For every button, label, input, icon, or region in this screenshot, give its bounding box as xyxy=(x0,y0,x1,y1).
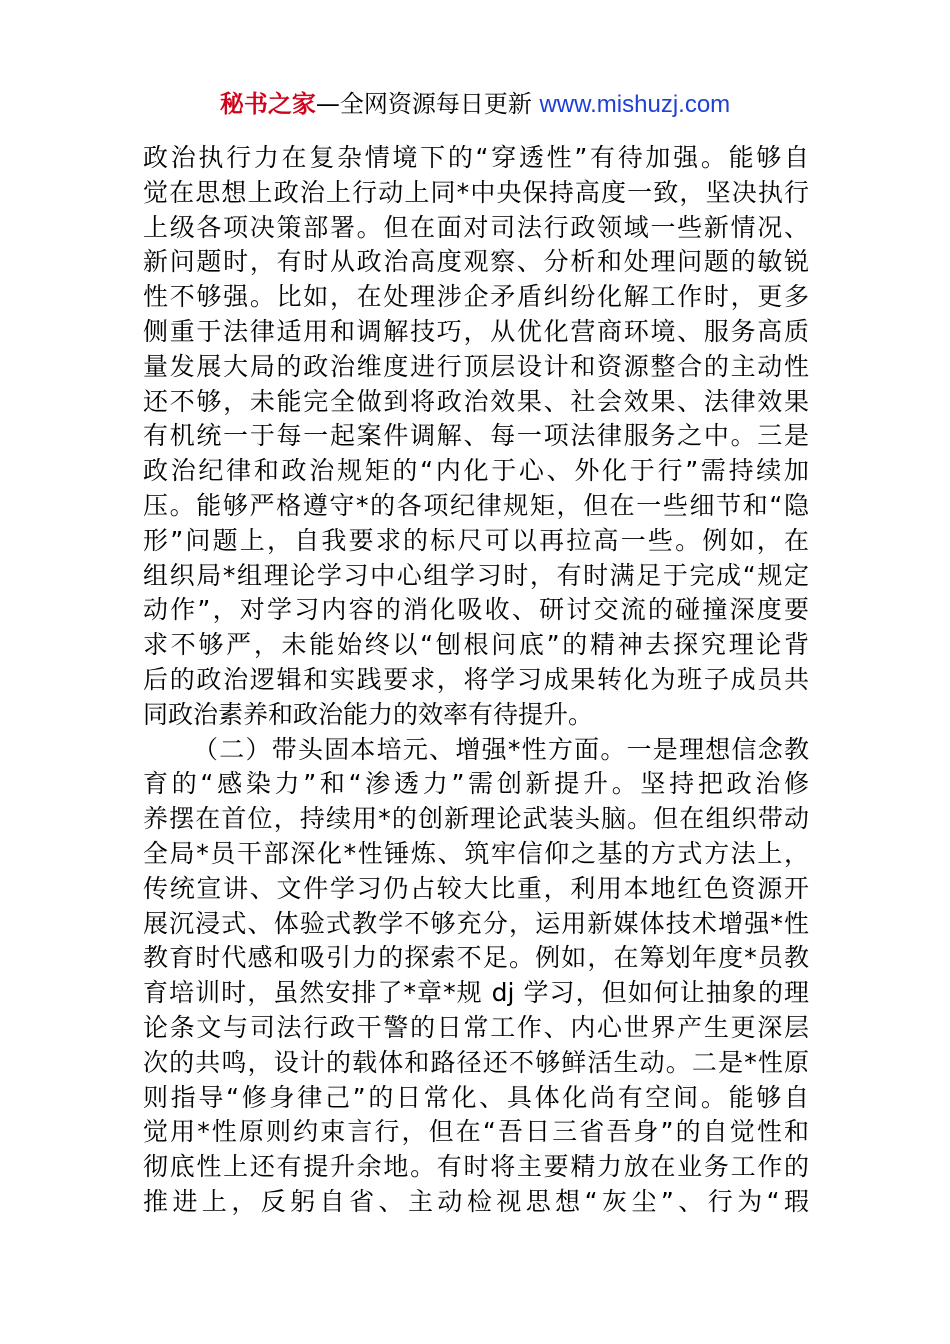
site-header xyxy=(0,86,950,123)
text-line: 彻底性上还有提升余地。有时将主要精力放在业务工作的 xyxy=(143,1152,809,1182)
text-line: 新问题时，有时从政治高度观察、分析和处理问题的敏锐 xyxy=(143,247,809,277)
text-line: 上级各项决策部署。但在面对司法行政领域一些新情况、 xyxy=(143,212,809,242)
text-line: 教育时代感和吸引力的探索不足。例如，在筹划年度*员教 xyxy=(143,943,809,973)
text-line: 次的共鸣，设计的载体和路径还不够鲜活生动。二是*性原 xyxy=(143,1047,809,1077)
text-line: 展沉浸式、体验式教学不够充分，运用新媒体技术增强*性 xyxy=(143,908,809,938)
text-line: 则指导“修身律己”的日常化、具体化尚有空间。能够自 xyxy=(143,1082,809,1112)
text-line: 推进上，反躬自省、主动检视思想“灰尘”、行为“瑕 xyxy=(143,1186,809,1216)
text-line: 同政治素养和政治能力的效率有待提升。 xyxy=(143,699,594,729)
text-line: 求不够严，未能始终以“刨根问底”的精神去探究理论背 xyxy=(143,630,809,660)
text-line: 全局*员干部深化*性锤炼、筑牢信仰之基的方式方法上， xyxy=(143,838,809,868)
text-line: 还不够，未能完全做到将政治效果、社会效果、法律效果 xyxy=(143,386,809,416)
text-line: 形”问题上，自我要求的标尺可以再拉高一些。例如，在 xyxy=(143,525,809,555)
text-line: 性不够强。比如，在处理涉企矛盾纠纷化解工作时，更多 xyxy=(143,282,809,312)
site-brand: 秘书之家 xyxy=(219,90,316,118)
text-line: 觉用*性原则约束言行，但在“吾日三省吾身”的自觉性和 xyxy=(143,1117,809,1147)
text-line: 侧重于法律适用和调解技巧，从优化营商环境、服务高质 xyxy=(143,316,809,346)
section-heading-line: （二）带头固本培元、增强*性方面。一是理想信念教 xyxy=(193,734,809,764)
text-line: 育的“感染力”和“渗透力”需创新提升。坚持把政治修 xyxy=(143,769,809,799)
text-line: 养摆在首位，持续用*的创新理论武装头脑。但在组织带动 xyxy=(143,804,809,834)
site-url-link[interactable]: www.mishuzj.com xyxy=(539,91,731,118)
text-line: 组织局*组理论学习中心组学习时，有时满足于完成“规定 xyxy=(143,560,809,590)
text-line: 论条文与司法行政干警的日常工作、内心世界产生更深层 xyxy=(143,1012,809,1042)
text-line: 政治纪律和政治规矩的“内化于心、外化于行”需持续加 xyxy=(143,456,809,486)
site-tagline: —全网资源每日更新 xyxy=(315,90,532,118)
text-line: 育培训时，虽然安排了*章*规 dj 学习，但如何让抽象的理 xyxy=(143,978,809,1008)
text-line: 政治执行力在复杂情境下的“穿透性”有待加强。能够自 xyxy=(143,143,809,172)
text-line: 有机统一于每一起案件调解、每一项法律服务之中。三是 xyxy=(143,421,809,451)
text-line: 量发展大局的政治维度进行顶层设计和资源整合的主动性 xyxy=(143,351,809,381)
text-line: 传统宣讲、文件学习仍占较大比重，利用本地红色资源开 xyxy=(143,873,809,903)
text-line: 动作”，对学习内容的消化吸收、研讨交流的碰撞深度要 xyxy=(143,595,809,625)
text-line: 觉在思想上政治上行动上同*中央保持高度一致，坚决执行 xyxy=(143,177,809,207)
document-body xyxy=(143,141,809,1220)
text-line: 后的政治逻辑和实践要求，将学习成果转化为班子成员共 xyxy=(143,664,809,694)
text-line: 压。能够严格遵守*的各项纪律规矩，但在一些细节和“隐 xyxy=(143,490,809,520)
